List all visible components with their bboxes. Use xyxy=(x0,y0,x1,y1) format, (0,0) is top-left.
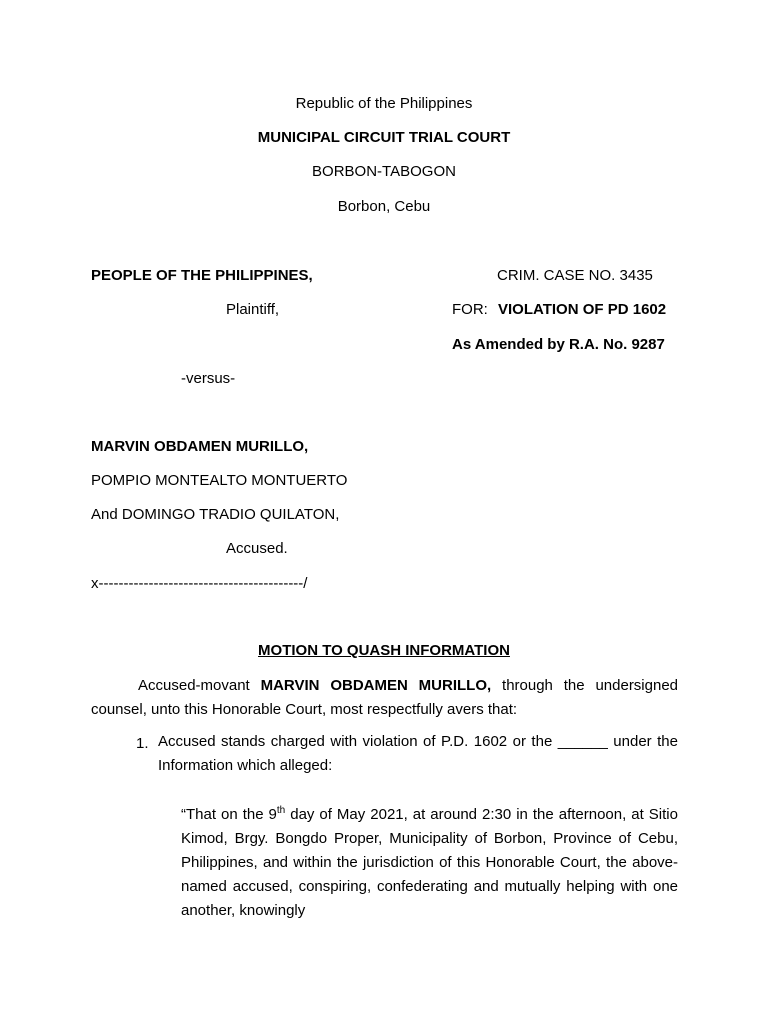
intro-text-post: through the undersigned counsel, unto this Honorable Court, most respectfully avers that: xyxy=(91,677,679,718)
intro-text-pre: Accused-movant xyxy=(138,677,261,694)
for-label: FOR: xyxy=(452,301,488,318)
case-number: CRIM. CASE NO. 3435 xyxy=(497,267,653,284)
versus-label: -versus- xyxy=(181,370,236,387)
location-heading: Borbon, Cebu xyxy=(337,198,431,215)
intro-movant-name: MARVIN OBDAMEN MURILLO, xyxy=(260,677,492,694)
plaintiff-role: Plaintiff, xyxy=(226,301,280,318)
motion-title: MOTION TO QUASH INFORMATION xyxy=(258,642,510,659)
quote-text-post: day of May 2021, at around 2:30 in the afternoon, at Sitio Kimod, Brgy. Bongdo Proper, Municipality of Borbon, Province of Cebu, Philippines, and within the jurisdiction of this Honorable Court, the above-named accused, conspiring, confederating and mutually helping with one another, knowingly xyxy=(181,806,678,919)
accused-name-2: POMPIO MONTEALTO MONTUERTO xyxy=(91,472,348,489)
quote-superscript: th xyxy=(276,805,286,816)
accused-role: Accused. xyxy=(226,540,288,557)
intro-paragraph xyxy=(91,674,678,722)
amended-by: As Amended by R.A. No. 9287 xyxy=(452,336,665,353)
caption-separator: x-----------------------------------------/ xyxy=(91,576,308,591)
charge: VIOLATION OF PD 1602 xyxy=(498,301,667,318)
item-number: 1. xyxy=(136,735,149,752)
item-text: Accused stands charged with violation of P.D. 1602 or the ______ under the Information which alleged: xyxy=(158,733,678,774)
accused-name-3: And DOMINGO TRADIO QUILATON, xyxy=(91,506,340,523)
quote-text-pre: “That on the 9 xyxy=(181,806,277,823)
plaintiff-name: PEOPLE OF THE PHILIPPINES, xyxy=(91,267,313,284)
republic-heading: Republic of the Philippines xyxy=(295,95,473,112)
branch-heading: BORBON-TABOGON xyxy=(312,163,456,180)
information-quote xyxy=(181,803,678,923)
court-heading: MUNICIPAL CIRCUIT TRIAL COURT xyxy=(257,129,511,146)
accused-name-1: MARVIN OBDAMEN MURILLO, xyxy=(91,438,309,455)
